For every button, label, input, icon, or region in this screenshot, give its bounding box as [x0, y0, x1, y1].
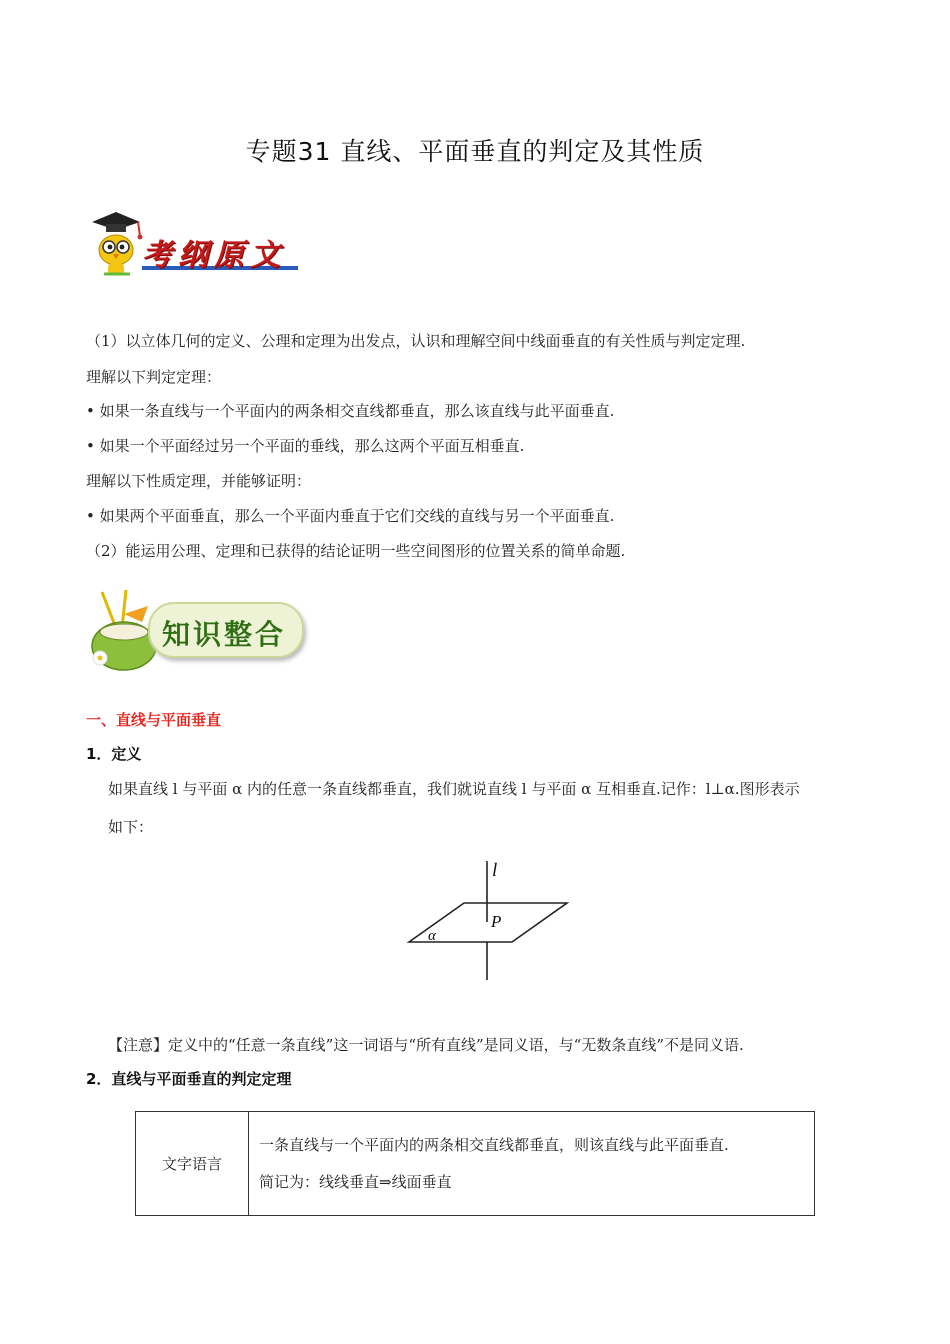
syllabus-badge-banner — [138, 228, 298, 272]
knowledge-badge-banner — [148, 602, 304, 658]
point-label-p: P — [491, 912, 502, 931]
prop-item-1: • 如果两个平面垂直，那么一个平面内垂直于它们交线的直线与另一个平面垂直. — [86, 507, 615, 525]
syllabus-badge-label: 考纲原文 — [142, 238, 286, 273]
table-content-cell — [249, 1112, 815, 1216]
definition-line-1: 如果直线 l 与平面 α 内的任意一条直线都垂直，我们就说直线 l 与平面 α 互相垂直.记作：l⊥α.图形表示 — [108, 780, 800, 798]
syllabus-badge — [86, 208, 300, 280]
judge-item-2: • 如果一个平面经过另一个平面的垂线，那么这两个平面互相垂直. — [86, 437, 525, 455]
section-heading: 一、直线与平面垂直 — [86, 711, 222, 729]
subsection-definition: 1．定义 — [86, 745, 142, 763]
definition-line-2: 如下： — [108, 818, 154, 836]
plane-label-alpha: α — [428, 928, 436, 944]
perpendicular-figure — [400, 856, 580, 986]
table-content-line-1: 一条直线与一个平面内的两条相交直线都垂直，则该直线与此平面垂直. — [259, 1135, 729, 1154]
judge-intro: 理解以下判定定理： — [86, 368, 222, 386]
prop-intro: 理解以下性质定理，并能够证明： — [86, 472, 312, 490]
syllabus-item-1: （1）以立体几何的定义、公理和定理为出发点，认识和理解空间中线面垂直的有关性质与判定定理. — [86, 332, 746, 350]
table-content-line-2: 简记为：线线垂直⇒线面垂直 — [259, 1172, 452, 1191]
owl-graduate-icon — [86, 208, 146, 280]
table-label-cell: 文字语言 — [136, 1112, 249, 1216]
judge-item-1: • 如果一条直线与一个平面内的两条相交直线都垂直，那么该直线与此平面垂直. — [86, 402, 615, 420]
syllabus-item-2: （2）能运用公理、定理和已获得的结论证明一些空间图形的位置关系的简单命题. — [86, 542, 626, 560]
knowledge-badge-label: 知识整合 — [162, 618, 287, 651]
theorem-table — [135, 1111, 815, 1216]
table-row — [136, 1112, 815, 1216]
knowledge-badge — [86, 588, 306, 672]
subsection-judgement-theorem: 2．直线与平面垂直的判定定理 — [86, 1070, 292, 1088]
definition-note: 【注意】定义中的“任意一条直线”这一词语与“所有直线”是同义语，与“无数条直线”不是同义语. — [108, 1036, 744, 1054]
line-label-l: l — [492, 860, 498, 881]
page-title: 专题31 直线、平面垂直的判定及其性质 — [245, 137, 705, 166]
